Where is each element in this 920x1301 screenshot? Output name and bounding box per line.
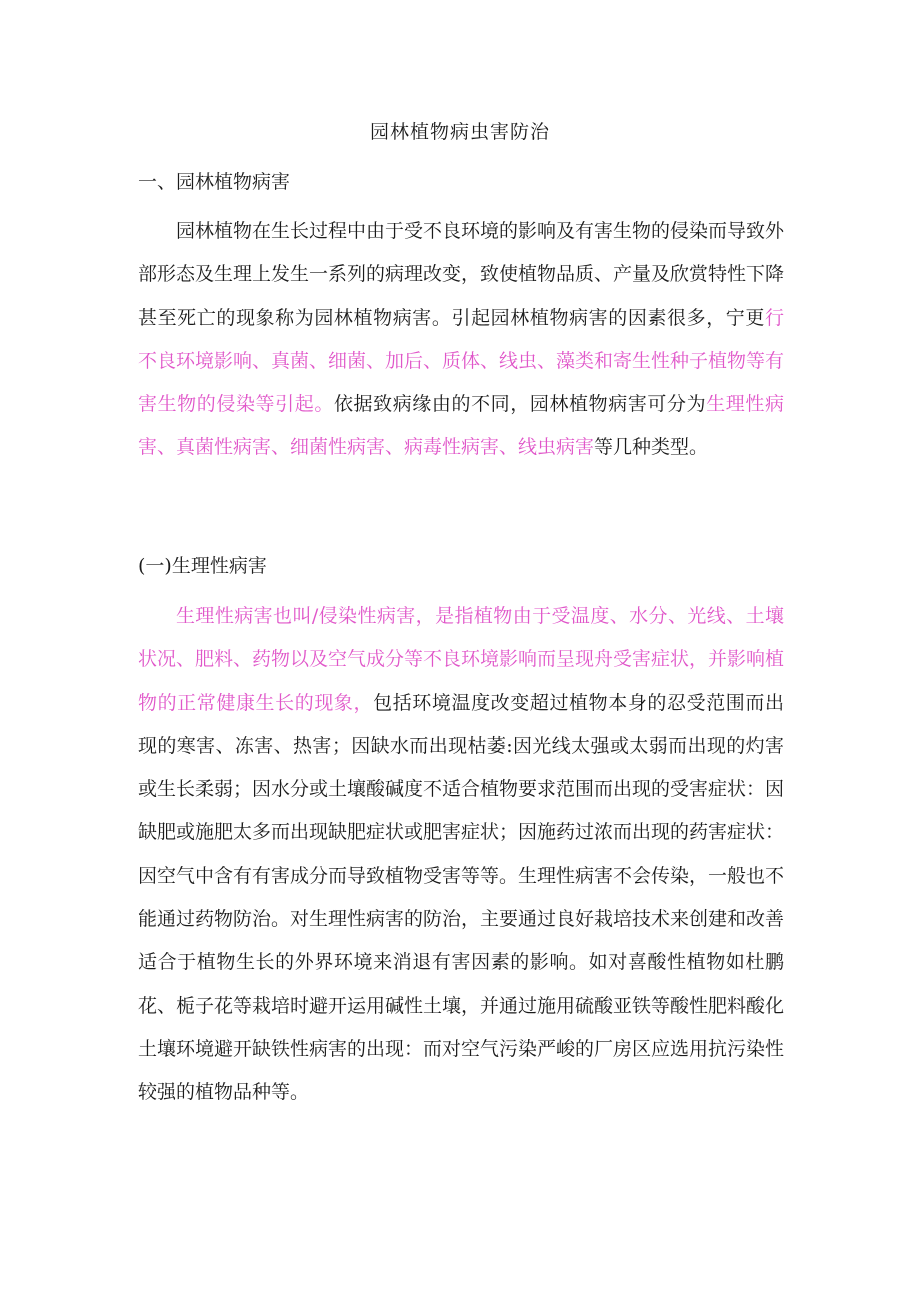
paragraph-text: 包括环境温度改变超过植物本身的忍受范围而出现的寒害、冻害、热害；因缺水而出现枯萎:因光线太强或太弱而出现的灼害或生长柔弱；因水分或土壤酸碱度不适合植物要求范围而出现的受害症状：因缺肥或施肥太多而出现缺肥症状或肥害症状；因施药过浓而出现的药害症状：因空气中含有有害成分而导致植物受害等等。生理性病害不会传染，一般也不能通过药物防治。对生理性病害的防治，主要通过良好栽培技术来创建和改善适合于植物生长的外界环境来消退有害因素的影响。如对喜酸性植物如杜鹏花、栀子花等栽培时避开运用碱性土壤，并通过施用硫酸亚铁等酸性肥料酸化土壤环境避开缺铁性病害的出现：而对空气污染严峻的厂房区应选用抗污染性较强的植物品种等。 bbox=[138, 691, 785, 1104]
highlighted-text: 生理性病害也叫/侵染性病害，是指植物由于受温度、水分、光线、土壤状况、肥料、药物以及空气成分等不良环境影响而呈现舟受害症状，并影响植物的正常健康生长的现象， bbox=[138, 605, 785, 714]
section-heading: 一、园林植物病害 bbox=[138, 171, 291, 193]
highlighted-text: 生理性病害、真菌性病害、细菌性病害、病毒性病害、线虫病害 bbox=[138, 393, 784, 459]
body-paragraph bbox=[138, 595, 784, 1115]
paragraph-text: 园林植物在生长过程中由于受不良环境的影响及有害生物的侵染而导致外部形态及生理上发生一系列的病理改变，致使植物品质、产量及欣赏特性下降甚至死亡的现象称为园林植物病害。引起园林植物病害的因素很多，宁更 bbox=[138, 220, 785, 329]
document-title: 园林植物病虫害防治 bbox=[369, 121, 550, 143]
paragraph-text: 等几种类型。 bbox=[594, 436, 709, 459]
subsection-heading: (一)生理性病害 bbox=[138, 555, 267, 577]
highlighted-text: 行不良环境影响、真菌、细菌、加后、质体、线虫、藻类和寄生性种子植物等有害生物的侵染等引起。 bbox=[138, 306, 785, 416]
body-paragraph bbox=[138, 210, 784, 470]
paragraph-text: 依据致病缘由的不同，园林植物病害可分为 bbox=[333, 393, 707, 416]
